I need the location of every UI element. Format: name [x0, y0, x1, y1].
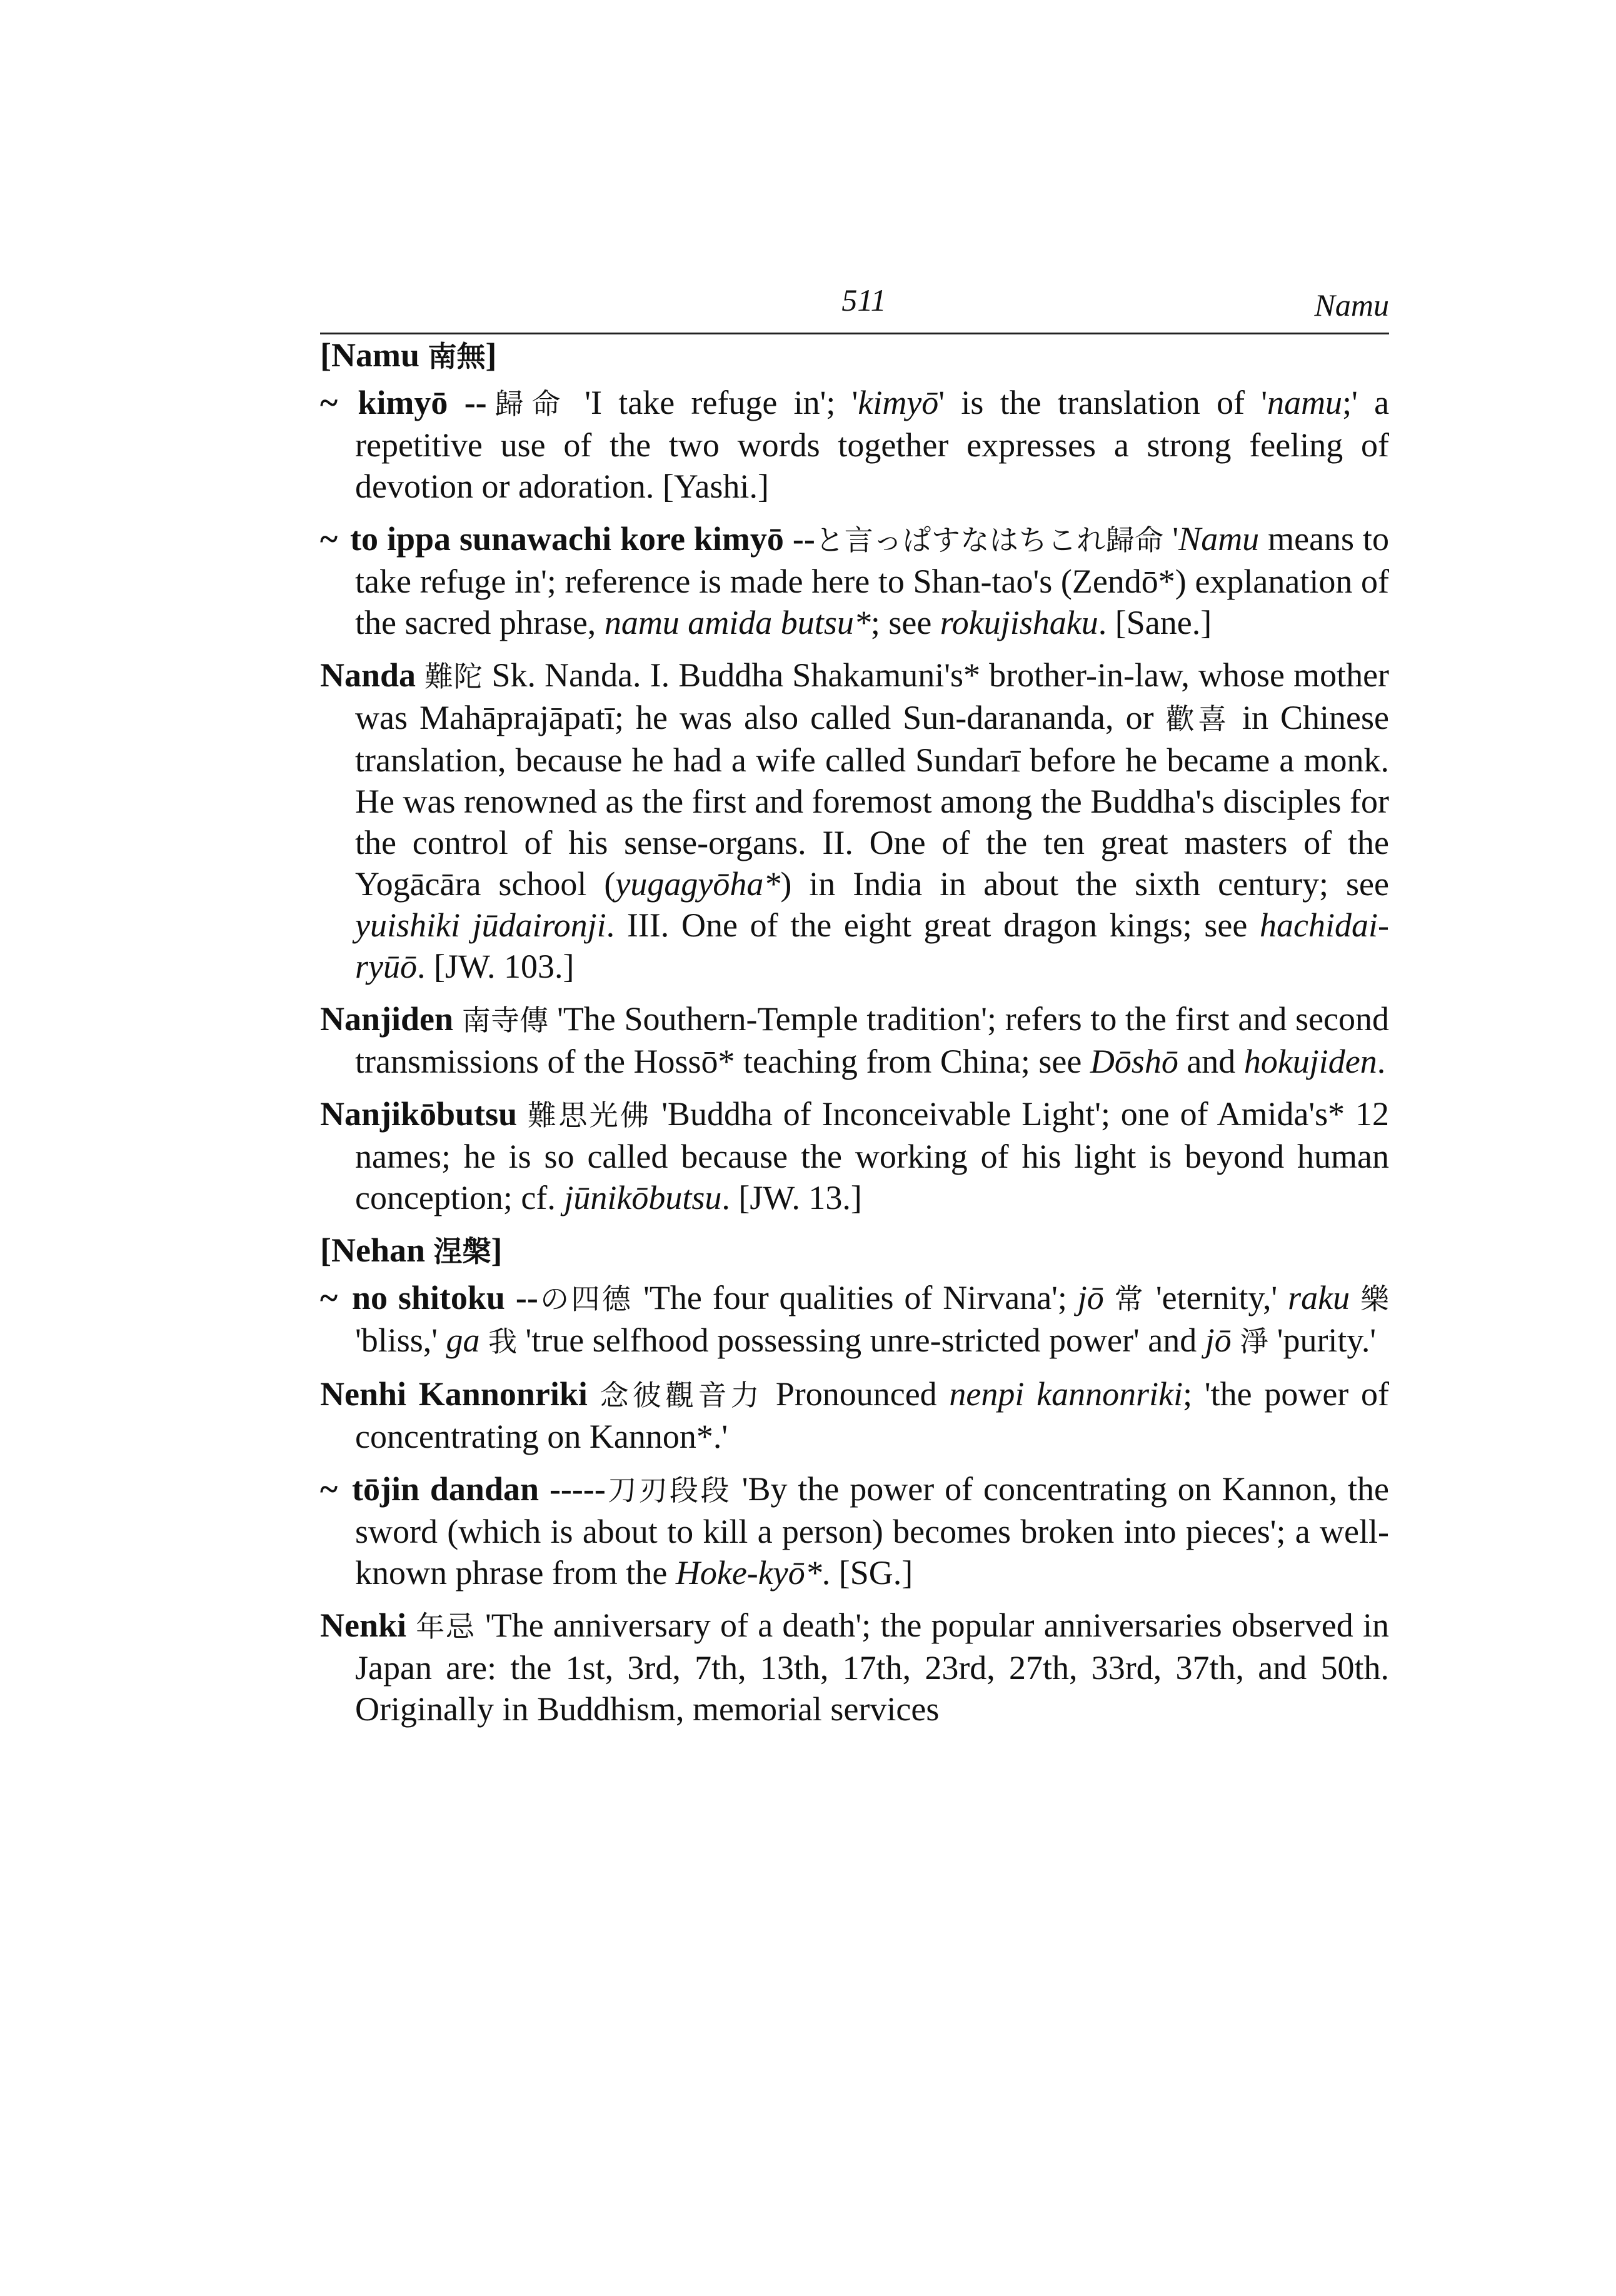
- kanji: 念彼觀音力: [600, 1378, 763, 1412]
- kanji: 年忌: [416, 1610, 476, 1643]
- entry-nanda: Nanda 難陀 Sk. Nanda. I. Buddha Shakamuni's* brother-in-law, whose mother was Mahāprajāpatī; he was also called Sun-darananda, or 歡喜 in Chinese translation, because he had a wife called Sundarī before he became a monk. He was renowned as the first and foremost among the Buddha's disciples for the control of his sense-organs. II. One of the ten great masters of the Yogācāra school (yugagyōha*) in India in about the sixth century; see yuishiki jūdaironji. III. One of the eight great dragon kings; see hachidai-ryūō. [JW. 103.]: [320, 656, 1390, 985]
- entry-no-shitoku: ~ no shitoku --の四德 'The four qualities of Nirvana'; jō 常 'eternity,' raku 樂 'bliss,' ga 我 'true selfhood possessing unre-stricted power' and jō 淨 'purity.': [320, 1279, 1390, 1359]
- kanji: の四德: [538, 1282, 633, 1316]
- entry-nanjiden: Nanjiden 南寺傳 'The Southern-Temple tradition'; refers to the first and second transmissions of the Hossō* teaching from China; see Dōshō and hokujiden.: [320, 1000, 1390, 1080]
- headword: Namu: [331, 336, 419, 374]
- kanji: 歸命: [486, 387, 568, 421]
- entry-kimyo: ~ kimyō --歸命 'I take refuge in'; 'kimyō' is the translation of 'namu;' a repetitive use of the two words together expresses a strong feeling of devotion or adoration. [Yashi.]: [320, 384, 1390, 505]
- kanji: 難陀: [424, 659, 483, 693]
- headword: tōjin dandan: [352, 1470, 540, 1508]
- page-header: [320, 275, 1389, 334]
- kanji: 南無: [428, 339, 486, 373]
- entry-nenhi-kannonriki: Nenhi Kannonriki 念彼觀音力 Pronounced nenpi kannonriki; 'the power of concentrating on Kannon*.': [320, 1375, 1390, 1455]
- headword: Nanjikōbutsu: [320, 1095, 518, 1133]
- kanji: 難思光佛: [527, 1098, 651, 1132]
- entry-nanjikobutsu: Nanjikōbutsu 難思光佛 'Buddha of Inconceivable Light'; one of Amida's* 12 names; he is so called because the working of his light is beyond human conception; cf. jūnikōbutsu. [JW. 13.]: [320, 1095, 1390, 1216]
- entry-nenki: Nenki 年忌 'The anniversary of a death'; the popular anniversaries observed in Japan are: the 1st, 3rd, 7th, 13th, 17th, 23rd, 27th, 33rd, 37th, and 50th. Originally in Buddhism, memorial services: [320, 1607, 1390, 1728]
- headword: to ippa sunawachi kore kimyō: [350, 520, 784, 558]
- headword: Nanda: [320, 656, 416, 694]
- running-head: Namu: [1314, 288, 1389, 323]
- entry-to-ippa: ~ to ippa sunawachi kore kimyō --と言っぱすなはちこれ歸命 'Namu means to take refuge in'; reference is made here to Shan-tao's (Zendō*) explanation of the sacred phrase, namu amida butsu*; see rokujishaku. [Sane.]: [320, 520, 1390, 641]
- kanji: 涅槃: [433, 1235, 491, 1268]
- kanji: と言っぱすなはちこれ歸命: [815, 523, 1164, 557]
- dictionary-entries: [320, 334, 1389, 1741]
- headword: no shitoku: [351, 1279, 505, 1316]
- kanji: 刀刃段段: [605, 1473, 731, 1507]
- group-heading-nehan: [Nehan 涅槃]: [320, 1231, 503, 1269]
- headword: kimyō: [358, 384, 448, 421]
- page-number: 511: [841, 283, 886, 318]
- headword: Nenhi Kannonriki: [320, 1375, 588, 1413]
- headword: Nanjiden: [320, 1000, 454, 1038]
- group-heading-namu: [Namu 南無]: [320, 336, 497, 374]
- kanji: 南寺傳: [461, 1003, 549, 1037]
- entry-tojin-dandan: ~ tōjin dandan -----刀刃段段 'By the power of concentrating on Kannon, the sword (which is about to kill a person) becomes broken into pieces'; a well-known phrase from the Hoke-kyō*. [SG.]: [320, 1470, 1389, 1592]
- headword: Nenki: [320, 1607, 407, 1644]
- headword: Nehan: [331, 1231, 426, 1269]
